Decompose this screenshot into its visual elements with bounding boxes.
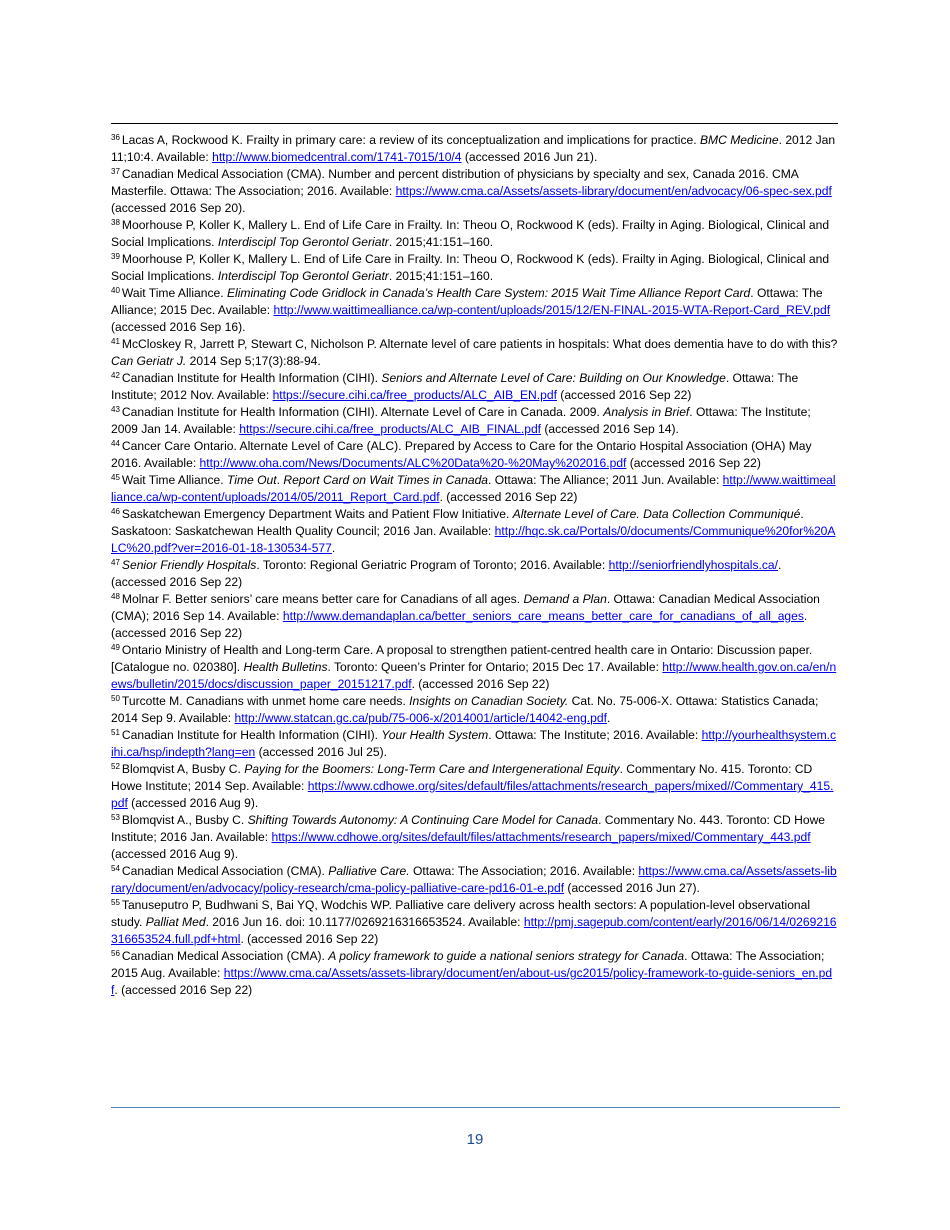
footnote-text: Turcotte M. Canadians with unmet home care needs. bbox=[121, 694, 410, 708]
footnote-number: 44 bbox=[111, 439, 120, 448]
footnote-text: (accessed 2016 Sep 14). bbox=[541, 422, 679, 436]
footnote-text: . bbox=[331, 541, 336, 555]
footnote bbox=[111, 557, 838, 591]
footnote-text: Lacas A, Rockwood K. Frailty in primary care: a review of its conceptualization and implications for practice. bbox=[121, 133, 700, 147]
footnote-link[interactable]: http://hqc.sk.ca/Portals/0/documents/Communique%20for%20ALC%20.pdf?ver=2016-01-18-130534-577 bbox=[111, 524, 836, 555]
footnote-text: . Commentary No. 415. Toronto: CD Howe Institute; 2014 Sep. Available: bbox=[111, 762, 813, 793]
footnote bbox=[111, 404, 838, 438]
footnote-text: . Ottawa: The Institute; 2009 Jan 14. Available: bbox=[111, 405, 811, 436]
footnote-link[interactable]: http://www.demandaplan.ca/better_seniors_care_means_better_care_for_canadians_of_all_ages bbox=[282, 609, 804, 623]
footnote bbox=[111, 251, 838, 285]
footnote bbox=[111, 217, 838, 251]
footnote-text: (accessed 2016 Aug 9). bbox=[127, 796, 259, 810]
footnote-text: . Saskatoon: Saskatchewan Health Quality Council; 2016 Jan. Available: bbox=[111, 507, 804, 538]
footnote-text: (accessed 2016 Sep 22) bbox=[556, 388, 692, 402]
footnote-text: (accessed 2016 Sep 16). bbox=[111, 320, 246, 334]
footnote-number: 46 bbox=[111, 507, 120, 516]
footnote-number: 50 bbox=[111, 694, 120, 703]
footnote-italic-text: Health Bulletins bbox=[243, 660, 328, 674]
footnote-link[interactable]: http://www.waittimealliance.ca/wp-content/uploads/2015/12/EN-FINAL-2015-WTA-Report-Card_REV.pdf bbox=[273, 303, 831, 317]
footnote bbox=[111, 132, 838, 166]
footnote-number: 43 bbox=[111, 405, 120, 414]
footnote bbox=[111, 285, 838, 336]
footnote-text: . Ottawa: Canadian Medical Association (CMA); 2016 Sep 14. Available: bbox=[111, 592, 820, 623]
footnote bbox=[111, 438, 838, 472]
footnote-italic-text: Can Geriatr J. bbox=[111, 354, 187, 368]
footnote-number: 45 bbox=[111, 473, 120, 482]
footnote bbox=[111, 727, 838, 761]
footnote-text: (accessed 2016 Aug 9). bbox=[111, 847, 239, 861]
footnote-italic-text: Time Out bbox=[226, 473, 277, 487]
footnote-link[interactable]: http://www.oha.com/News/Documents/ALC%20Data%20-%20May%202016.pdf bbox=[199, 456, 627, 470]
footnote-italic-text: Palliative Care. bbox=[328, 864, 410, 878]
footnote-link[interactable]: http://www.biomedcentral.com/1741-7015/10/4 bbox=[212, 150, 462, 164]
footnote-link[interactable]: http://seniorfriendlyhospitals.ca/ bbox=[608, 558, 779, 572]
footnote bbox=[111, 897, 838, 948]
footnote-text: Ottawa: The Association; 2016. Available: bbox=[409, 864, 639, 878]
footnote-text: Saskatchewan Emergency Department Waits and Patient Flow Initiative. bbox=[121, 507, 513, 521]
footnote-number: 48 bbox=[111, 592, 120, 601]
footnote-link[interactable]: https://secure.cihi.ca/free_products/ALC_AIB_FINAL.pdf bbox=[239, 422, 542, 436]
footnote-text: Moorhouse P, Koller K, Mallery L. End of Life Care in Frailty. In: Theou O, Rockwood K (eds). Frailty in Aging. Biological, Clinical and Social Implications. bbox=[111, 252, 830, 283]
footnote-text: . Ottawa: The Institute; 2016. Available: bbox=[488, 728, 702, 742]
footnote-text: Cat. No. 75-006-X. Ottawa: Statistics Canada; 2014 Sep 9. Available: bbox=[111, 694, 819, 725]
footnote-number: 47 bbox=[111, 558, 120, 567]
footnote-text: Tanuseputro P, Budhwani S, Bai YQ, Wodchis WP. Palliative care delivery across health sectors: A population-level observational study. bbox=[111, 898, 811, 929]
footnote-italic-text: Interdiscipl Top Gerontol Geriatr bbox=[217, 235, 389, 249]
footnote bbox=[111, 761, 838, 812]
footnote-text: Canadian Institute for Health Information (CIHI). Alternate Level of Care in Canada. 2009. bbox=[121, 405, 604, 419]
footnote-number: 36 bbox=[111, 133, 120, 142]
footnote-link[interactable]: https://secure.cihi.ca/free_products/ALC_AIB_EN.pdf bbox=[272, 388, 557, 402]
footnote-text: (accessed 2016 Jun 27). bbox=[564, 881, 700, 895]
footnote-text: . Ottawa: The Association; 2015 Aug. Available: bbox=[111, 949, 825, 980]
footnote-number: 41 bbox=[111, 337, 120, 346]
footnote-number: 51 bbox=[111, 728, 120, 737]
footnote-number: 42 bbox=[111, 371, 120, 380]
footnote-text: . 2015;41:151–160. bbox=[388, 269, 494, 283]
footnote-link[interactable]: http://yourhealthsystem.cihi.ca/hsp/indepth?lang=en bbox=[111, 728, 837, 759]
footnote bbox=[111, 642, 838, 693]
footnote bbox=[111, 506, 838, 557]
footnote-italic-text: Paying for the Boomers: Long-Term Care and Intergenerational Equity bbox=[244, 762, 620, 776]
footnote-link[interactable]: https://www.cma.ca/Assets/assets-library/document/en/advocacy/policy-research/cma-policy-palliative-care-pd16-01-e.pdf bbox=[111, 864, 837, 895]
footnote-number: 52 bbox=[111, 762, 120, 771]
footnote-text: Wait Time Alliance. bbox=[121, 286, 227, 300]
footnote-text: McCloskey R, Jarrett P, Stewart C, Nicholson P. Alternate level of care patients in hospitals: What does dementia have to do with this? bbox=[121, 337, 838, 351]
footnote-number: 40 bbox=[111, 286, 120, 295]
footnote bbox=[111, 166, 838, 217]
footnote bbox=[111, 336, 838, 370]
page-number: 19 bbox=[466, 1131, 484, 1148]
footnote-number: 49 bbox=[111, 643, 120, 652]
footnote-text: Canadian Medical Association (CMA). Number and percent distribution of physicians by specialty and sex, Canada 2016. CMA Masterfile. Ottawa: The Association; 2016. Available: bbox=[111, 167, 799, 198]
footnote-text: . (accessed 2016 Sep 22) bbox=[411, 677, 550, 691]
footnote-text: . Ottawa: The Institute; 2012 Nov. Available: bbox=[111, 371, 799, 402]
footnote-text: Canadian Medical Association (CMA). bbox=[121, 949, 329, 963]
footnotes-list bbox=[111, 132, 838, 999]
footnote-text: Canadian Institute for Health Information (CIHI). bbox=[121, 728, 382, 742]
footnote-text: (accessed 2016 Jun 21). bbox=[461, 150, 598, 164]
footnote-number: 39 bbox=[111, 252, 120, 261]
footnote bbox=[111, 693, 838, 727]
footnote-text: . Ottawa: The Alliance; 2015 Dec. Available: bbox=[111, 286, 823, 317]
footnote-italic-text: Senior Friendly Hospitals bbox=[121, 558, 257, 572]
footnote-text: . 2012 Jan 11;10:4. Available: bbox=[111, 133, 836, 164]
footnote-link[interactable]: https://www.cdhowe.org/sites/default/files/attachments/research_papers/mixed//Commentary_415.pdf bbox=[111, 779, 834, 810]
footnote-text: . (accessed 2016 Sep 22) bbox=[114, 983, 253, 997]
footnote-text: Molnar F. Better seniors’ care means better care for Canadians of all ages. bbox=[121, 592, 524, 606]
footnote-number: 56 bbox=[111, 949, 120, 958]
footnote-link[interactable]: http://www.health.gov.on.ca/en/news/bulletin/2015/docs/discussion_paper_20151217.pdf bbox=[111, 660, 837, 691]
footnote-text: Blomqvist A, Busby C. bbox=[121, 762, 245, 776]
footnote-italic-text: Eliminating Code Gridlock in Canada’s Health Care System: 2015 Wait Time Alliance Report Card bbox=[226, 286, 751, 300]
footnote-text: . (accessed 2016 Sep 22) bbox=[439, 490, 578, 504]
footnote-number: 38 bbox=[111, 218, 120, 227]
footnote-italic-text: Analysis in Brief bbox=[603, 405, 690, 419]
footnote-text: . 2016 Jun 16. doi: 10.1177/0269216316653524. Available: bbox=[205, 915, 524, 929]
footnote-italic-text: Seniors and Alternate Level of Care: Building on Our Knowledge bbox=[381, 371, 726, 385]
footnote-text: Blomqvist A., Busby C. bbox=[121, 813, 248, 827]
footnote-text: Wait Time Alliance. bbox=[121, 473, 227, 487]
footnote-text: (accessed 2016 Jul 25). bbox=[255, 745, 387, 759]
footnote-text: (accessed 2016 Sep 22) bbox=[626, 456, 761, 470]
footnote-number: 53 bbox=[111, 813, 120, 822]
footnote-text: . bbox=[606, 711, 611, 725]
footnote-text: Canadian Institute for Health Information (CIHI). bbox=[121, 371, 382, 385]
footnote-text: 2014 Sep 5;17(3):88-94. bbox=[186, 354, 321, 368]
footnote-link[interactable]: https://www.cma.ca/Assets/assets-library/document/en/advocacy/06-spec-sex.pdf bbox=[395, 184, 832, 198]
footnote-separator bbox=[111, 123, 838, 124]
footnote-italic-text: BMC Medicine bbox=[699, 133, 779, 147]
footnote bbox=[111, 812, 838, 863]
footnote-link[interactable]: http://www.waittimealliance.ca/wp-content/uploads/2014/05/2011_Report_Card.pdf bbox=[111, 473, 836, 504]
footnote-link[interactable]: https://www.cma.ca/Assets/assets-library/document/en/about-us/gc2015/policy-framework-to-guide-seniors_en.pdf bbox=[111, 966, 833, 997]
footnote-text: . (accessed 2016 Sep 22) bbox=[240, 932, 379, 946]
footnote bbox=[111, 472, 838, 506]
footnote-number: 54 bbox=[111, 864, 120, 873]
footnote-text: . Commentary No. 443. Toronto: CD Howe Institute; 2016 Jan. Available: bbox=[111, 813, 826, 844]
footnote-text: Ontario Ministry of Health and Long-term Care. A proposal to strengthen patient-centred health care in Ontario: Discussion paper. [Catalogue no. 020380]. bbox=[111, 643, 813, 674]
footnote-text: . Toronto: Queen’s Printer for Ontario; 2015 Dec 17. Available: bbox=[327, 660, 663, 674]
footnote-number: 55 bbox=[111, 898, 120, 907]
footnote-link[interactable]: http://pmj.sagepub.com/content/early/2016/06/14/0269216316653524.full.pdf+html bbox=[111, 915, 837, 946]
footnote bbox=[111, 591, 838, 642]
footnote-italic-text: A policy framework to guide a national seniors strategy for Canada bbox=[328, 949, 685, 963]
footnote-italic-text: Interdiscipl Top Gerontol Geriatr bbox=[217, 269, 389, 283]
footnote-italic-text: Palliat Med bbox=[145, 915, 206, 929]
footer-rule bbox=[111, 1107, 840, 1108]
footnote-italic-text: Insights on Canadian Society. bbox=[409, 694, 569, 708]
footnote-italic-text: Demand a Plan bbox=[523, 592, 607, 606]
footnote-text: . (accessed 2016 Sep 22) bbox=[111, 609, 808, 640]
footnote-text: . Toronto: Regional Geriatric Program of Toronto; 2016. Available: bbox=[256, 558, 609, 572]
footnote-number: 37 bbox=[111, 167, 120, 176]
footnote bbox=[111, 863, 838, 897]
footnote bbox=[111, 948, 838, 999]
footnote-link[interactable]: http://www.statcan.gc.ca/pub/75-006-x/2014001/article/14042-eng.pdf bbox=[234, 711, 607, 725]
footnote-italic-text: Report Card on Wait Times in Canada bbox=[283, 473, 489, 487]
footnote bbox=[111, 370, 838, 404]
footnote-italic-text: Your Health System bbox=[381, 728, 489, 742]
footnote-text: . 2015;41:151–160. bbox=[388, 235, 494, 249]
footnote-text: . (accessed 2016 Sep 22) bbox=[111, 558, 782, 589]
footnote-italic-text: Alternate Level of Care. Data Collection Communiqué bbox=[512, 507, 801, 521]
footnote-text: Cancer Care Ontario. Alternate Level of Care (ALC). Prepared by Access to Care for the Ontario Hospital Association (OHA) May 2016. Available: bbox=[111, 439, 812, 470]
footnote-italic-text: Shifting Towards Autonomy: A Continuing Care Model for Canada bbox=[247, 813, 599, 827]
footnote-text: . bbox=[276, 473, 284, 487]
footnote-text: . Ottawa: The Alliance; 2011 Jun. Available: bbox=[488, 473, 723, 487]
footnote-text: Canadian Medical Association (CMA). bbox=[121, 864, 329, 878]
footnote-link[interactable]: https://www.cdhowe.org/sites/default/files/attachments/research_papers/mixed/Commentary_443.pdf bbox=[271, 830, 811, 844]
footnote-text: Moorhouse P, Koller K, Mallery L. End of Life Care in Frailty. In: Theou O, Rockwood K (eds). Frailty in Aging. Biological, Clinical and Social Implications. bbox=[111, 218, 830, 249]
footnote-text: (accessed 2016 Sep 20). bbox=[111, 201, 246, 215]
